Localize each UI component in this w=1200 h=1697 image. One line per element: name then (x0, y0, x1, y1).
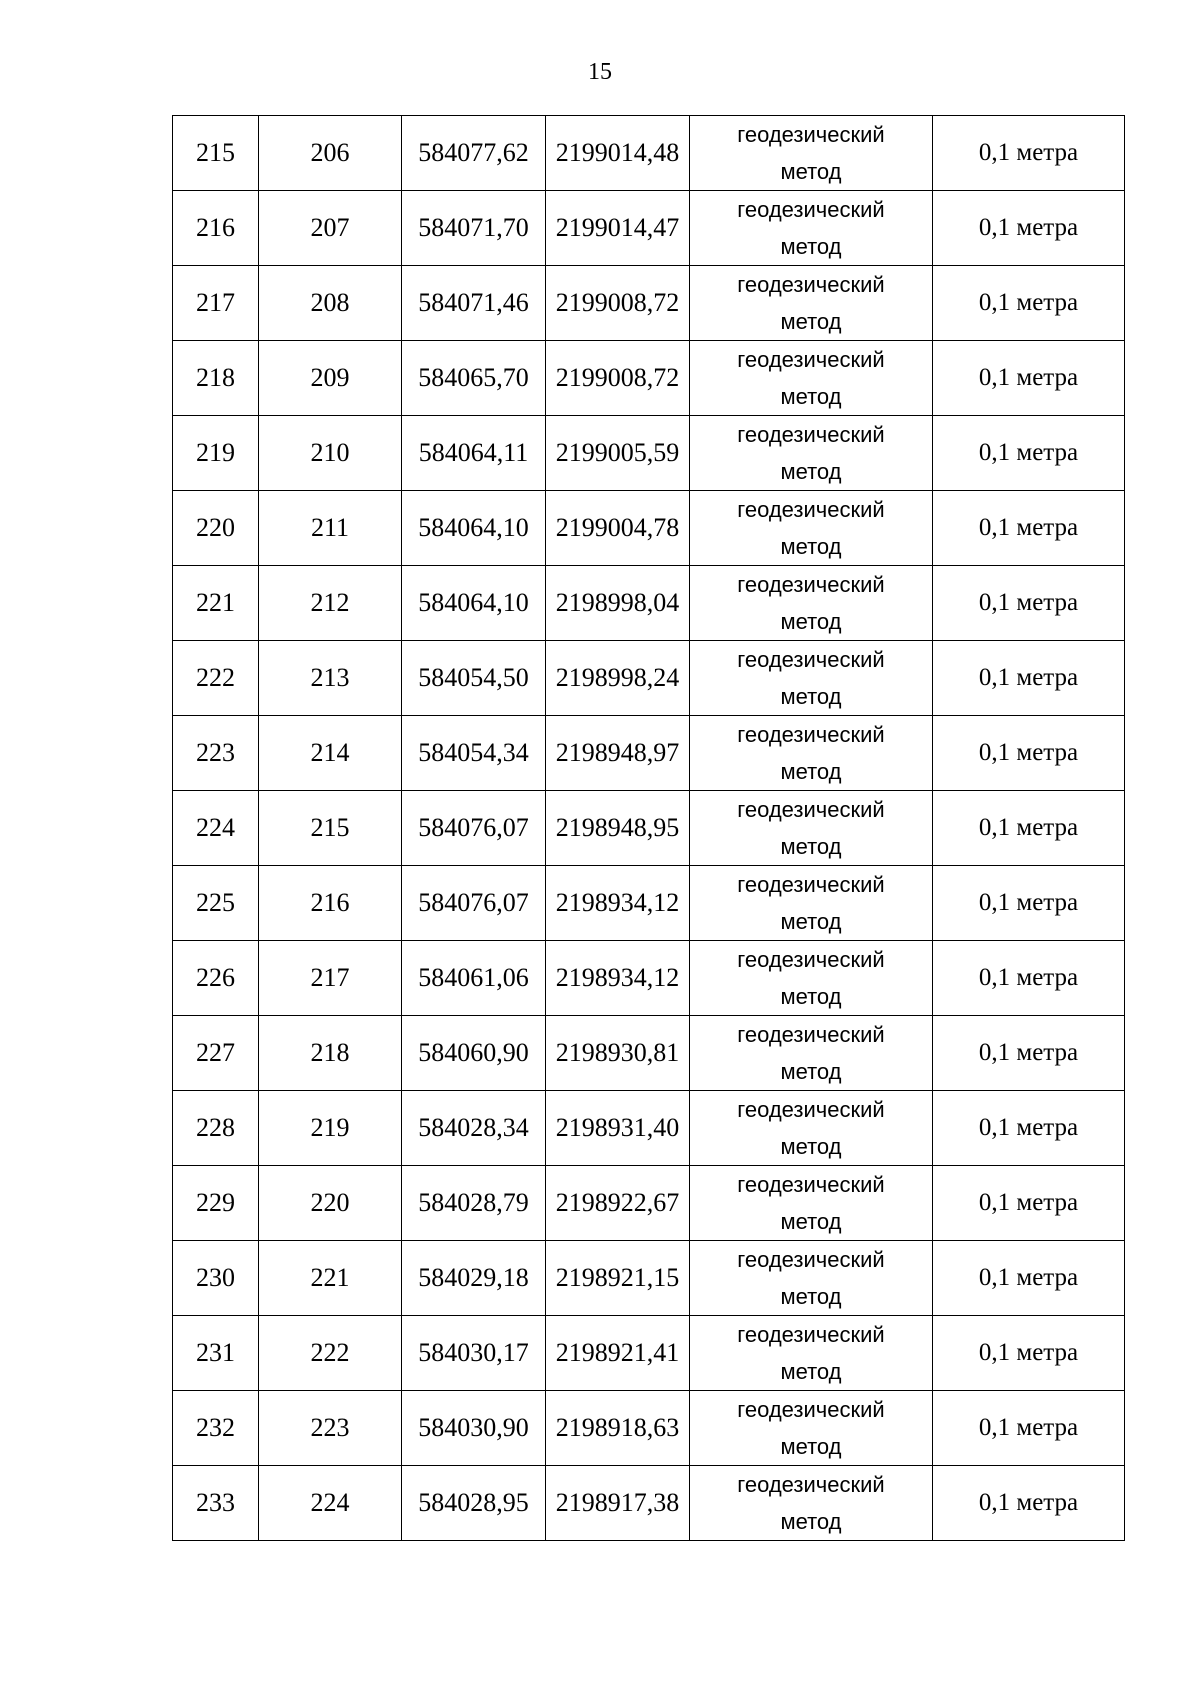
cell-y-coordinate: 2199005,59 (546, 416, 690, 491)
page-number: 15 (588, 59, 612, 85)
cell-accuracy: 0,1 метра (933, 491, 1125, 566)
cell-x-coordinate: 584076,07 (402, 791, 546, 866)
cell-method (690, 866, 933, 941)
cell-x-coordinate: 584030,90 (402, 1391, 546, 1466)
cell-row-number: 230 (173, 1241, 259, 1316)
cell-y-coordinate: 2198930,81 (546, 1016, 690, 1091)
cell-accuracy: 0,1 метра (933, 341, 1125, 416)
cell-accuracy: 0,1 метра (933, 791, 1125, 866)
cell-x-coordinate: 584060,90 (402, 1016, 546, 1091)
table-row (173, 641, 1125, 716)
method-line-1: геодезический (737, 347, 885, 372)
cell-accuracy: 0,1 метра (933, 566, 1125, 641)
cell-y-coordinate: 2199014,48 (546, 116, 690, 191)
table-row (173, 1016, 1125, 1091)
cell-point-number: 218 (259, 1016, 402, 1091)
method-line-1: геодезический (737, 872, 885, 897)
cell-method (690, 191, 933, 266)
cell-accuracy: 0,1 метра (933, 716, 1125, 791)
cell-x-coordinate: 584071,46 (402, 266, 546, 341)
cell-point-number: 211 (259, 491, 402, 566)
cell-method (690, 1166, 933, 1241)
method-line-1: геодезический (737, 1397, 885, 1422)
table-row (173, 1391, 1125, 1466)
cell-method (690, 116, 933, 191)
method-line-2: метод (780, 1209, 842, 1234)
cell-accuracy: 0,1 метра (933, 1466, 1125, 1541)
method-line-2: метод (780, 834, 842, 859)
cell-x-coordinate: 584065,70 (402, 341, 546, 416)
method-line-2: метод (780, 234, 842, 259)
cell-x-coordinate: 584064,10 (402, 566, 546, 641)
cell-method (690, 1391, 933, 1466)
cell-x-coordinate: 584064,10 (402, 491, 546, 566)
cell-accuracy: 0,1 метра (933, 1166, 1125, 1241)
cell-accuracy: 0,1 метра (933, 191, 1125, 266)
cell-row-number: 216 (173, 191, 259, 266)
cell-row-number: 231 (173, 1316, 259, 1391)
cell-point-number: 222 (259, 1316, 402, 1391)
cell-y-coordinate: 2198948,97 (546, 716, 690, 791)
table-row (173, 266, 1125, 341)
cell-accuracy: 0,1 метра (933, 1316, 1125, 1391)
table-row (173, 491, 1125, 566)
table-row (173, 1241, 1125, 1316)
cell-point-number: 214 (259, 716, 402, 791)
cell-method (690, 1466, 933, 1541)
table-body (173, 116, 1125, 1541)
cell-accuracy: 0,1 метра (933, 416, 1125, 491)
cell-accuracy: 0,1 метра (933, 1241, 1125, 1316)
cell-point-number: 216 (259, 866, 402, 941)
cell-row-number: 217 (173, 266, 259, 341)
cell-point-number: 219 (259, 1091, 402, 1166)
table-row (173, 341, 1125, 416)
cell-point-number: 209 (259, 341, 402, 416)
cell-x-coordinate: 584071,70 (402, 191, 546, 266)
method-line-2: метод (780, 159, 842, 184)
cell-y-coordinate: 2198921,15 (546, 1241, 690, 1316)
cell-row-number: 219 (173, 416, 259, 491)
method-line-1: геодезический (737, 947, 885, 972)
cell-y-coordinate: 2198998,04 (546, 566, 690, 641)
cell-method (690, 1316, 933, 1391)
table-row (173, 1466, 1125, 1541)
cell-row-number: 233 (173, 1466, 259, 1541)
table-row (173, 116, 1125, 191)
cell-row-number: 222 (173, 641, 259, 716)
cell-accuracy: 0,1 метра (933, 1091, 1125, 1166)
method-line-2: метод (780, 1509, 842, 1534)
cell-point-number: 217 (259, 941, 402, 1016)
cell-point-number: 220 (259, 1166, 402, 1241)
cell-method (690, 566, 933, 641)
cell-method (690, 1091, 933, 1166)
table-row (173, 1316, 1125, 1391)
method-line-1: геодезический (737, 122, 885, 147)
method-line-1: геодезический (737, 1022, 885, 1047)
cell-point-number: 215 (259, 791, 402, 866)
method-line-1: геодезический (737, 797, 885, 822)
method-line-2: метод (780, 684, 842, 709)
cell-accuracy: 0,1 метра (933, 266, 1125, 341)
method-line-2: метод (780, 1434, 842, 1459)
cell-x-coordinate: 584028,34 (402, 1091, 546, 1166)
cell-row-number: 224 (173, 791, 259, 866)
cell-x-coordinate: 584061,06 (402, 941, 546, 1016)
method-line-1: геодезический (737, 572, 885, 597)
cell-y-coordinate: 2199004,78 (546, 491, 690, 566)
table-row (173, 1166, 1125, 1241)
cell-accuracy: 0,1 метра (933, 1016, 1125, 1091)
coordinates-table (172, 115, 1125, 1541)
cell-point-number: 208 (259, 266, 402, 341)
table-row (173, 866, 1125, 941)
cell-point-number: 213 (259, 641, 402, 716)
cell-method (690, 416, 933, 491)
cell-accuracy: 0,1 метра (933, 866, 1125, 941)
method-line-2: метод (780, 384, 842, 409)
cell-method (690, 716, 933, 791)
cell-row-number: 229 (173, 1166, 259, 1241)
method-line-2: метод (780, 984, 842, 1009)
method-line-2: метод (780, 309, 842, 334)
method-line-1: геодезический (737, 272, 885, 297)
method-line-1: геодезический (737, 1322, 885, 1347)
cell-row-number: 225 (173, 866, 259, 941)
table-row (173, 191, 1125, 266)
cell-accuracy: 0,1 метра (933, 941, 1125, 1016)
method-line-1: геодезический (737, 197, 885, 222)
table-row (173, 791, 1125, 866)
cell-point-number: 221 (259, 1241, 402, 1316)
method-line-1: геодезический (737, 722, 885, 747)
cell-y-coordinate: 2198917,38 (546, 1466, 690, 1541)
method-line-1: геодезический (737, 1172, 885, 1197)
cell-x-coordinate: 584030,17 (402, 1316, 546, 1391)
cell-x-coordinate: 584076,07 (402, 866, 546, 941)
cell-method (690, 266, 933, 341)
method-line-1: геодезический (737, 422, 885, 447)
method-line-1: геодезический (737, 497, 885, 522)
cell-y-coordinate: 2198948,95 (546, 791, 690, 866)
cell-method (690, 1241, 933, 1316)
cell-row-number: 228 (173, 1091, 259, 1166)
cell-row-number: 226 (173, 941, 259, 1016)
cell-method (690, 791, 933, 866)
table-row (173, 566, 1125, 641)
table-row (173, 941, 1125, 1016)
cell-y-coordinate: 2198934,12 (546, 941, 690, 1016)
method-line-1: геодезический (737, 1472, 885, 1497)
cell-x-coordinate: 584028,95 (402, 1466, 546, 1541)
cell-y-coordinate: 2198998,24 (546, 641, 690, 716)
cell-row-number: 227 (173, 1016, 259, 1091)
method-line-1: геодезический (737, 1097, 885, 1122)
method-line-1: геодезический (737, 647, 885, 672)
cell-y-coordinate: 2199008,72 (546, 341, 690, 416)
cell-point-number: 210 (259, 416, 402, 491)
cell-row-number: 218 (173, 341, 259, 416)
cell-y-coordinate: 2198931,40 (546, 1091, 690, 1166)
cell-accuracy: 0,1 метра (933, 1391, 1125, 1466)
cell-y-coordinate: 2199014,47 (546, 191, 690, 266)
method-line-1: геодезический (737, 1247, 885, 1272)
cell-row-number: 232 (173, 1391, 259, 1466)
cell-point-number: 223 (259, 1391, 402, 1466)
method-line-2: метод (780, 534, 842, 559)
method-line-2: метод (780, 609, 842, 634)
cell-method (690, 491, 933, 566)
cell-x-coordinate: 584054,34 (402, 716, 546, 791)
cell-method (690, 641, 933, 716)
method-line-2: метод (780, 909, 842, 934)
cell-y-coordinate: 2198934,12 (546, 866, 690, 941)
cell-y-coordinate: 2198922,67 (546, 1166, 690, 1241)
cell-method (690, 1016, 933, 1091)
cell-accuracy: 0,1 метра (933, 116, 1125, 191)
cell-row-number: 223 (173, 716, 259, 791)
cell-point-number: 212 (259, 566, 402, 641)
cell-row-number: 215 (173, 116, 259, 191)
cell-x-coordinate: 584029,18 (402, 1241, 546, 1316)
method-line-2: метод (780, 1134, 842, 1159)
method-line-2: метод (780, 1359, 842, 1384)
cell-y-coordinate: 2198918,63 (546, 1391, 690, 1466)
method-line-2: метод (780, 1059, 842, 1084)
table-row (173, 1091, 1125, 1166)
cell-row-number: 220 (173, 491, 259, 566)
method-line-2: метод (780, 759, 842, 784)
cell-x-coordinate: 584064,11 (402, 416, 546, 491)
method-line-2: метод (780, 459, 842, 484)
cell-x-coordinate: 584028,79 (402, 1166, 546, 1241)
cell-method (690, 941, 933, 1016)
table-row (173, 416, 1125, 491)
cell-method (690, 341, 933, 416)
cell-point-number: 224 (259, 1466, 402, 1541)
cell-x-coordinate: 584054,50 (402, 641, 546, 716)
cell-accuracy: 0,1 метра (933, 641, 1125, 716)
cell-y-coordinate: 2198921,41 (546, 1316, 690, 1391)
cell-point-number: 206 (259, 116, 402, 191)
cell-point-number: 207 (259, 191, 402, 266)
cell-row-number: 221 (173, 566, 259, 641)
cell-x-coordinate: 584077,62 (402, 116, 546, 191)
cell-y-coordinate: 2199008,72 (546, 266, 690, 341)
table-row (173, 716, 1125, 791)
method-line-2: метод (780, 1284, 842, 1309)
